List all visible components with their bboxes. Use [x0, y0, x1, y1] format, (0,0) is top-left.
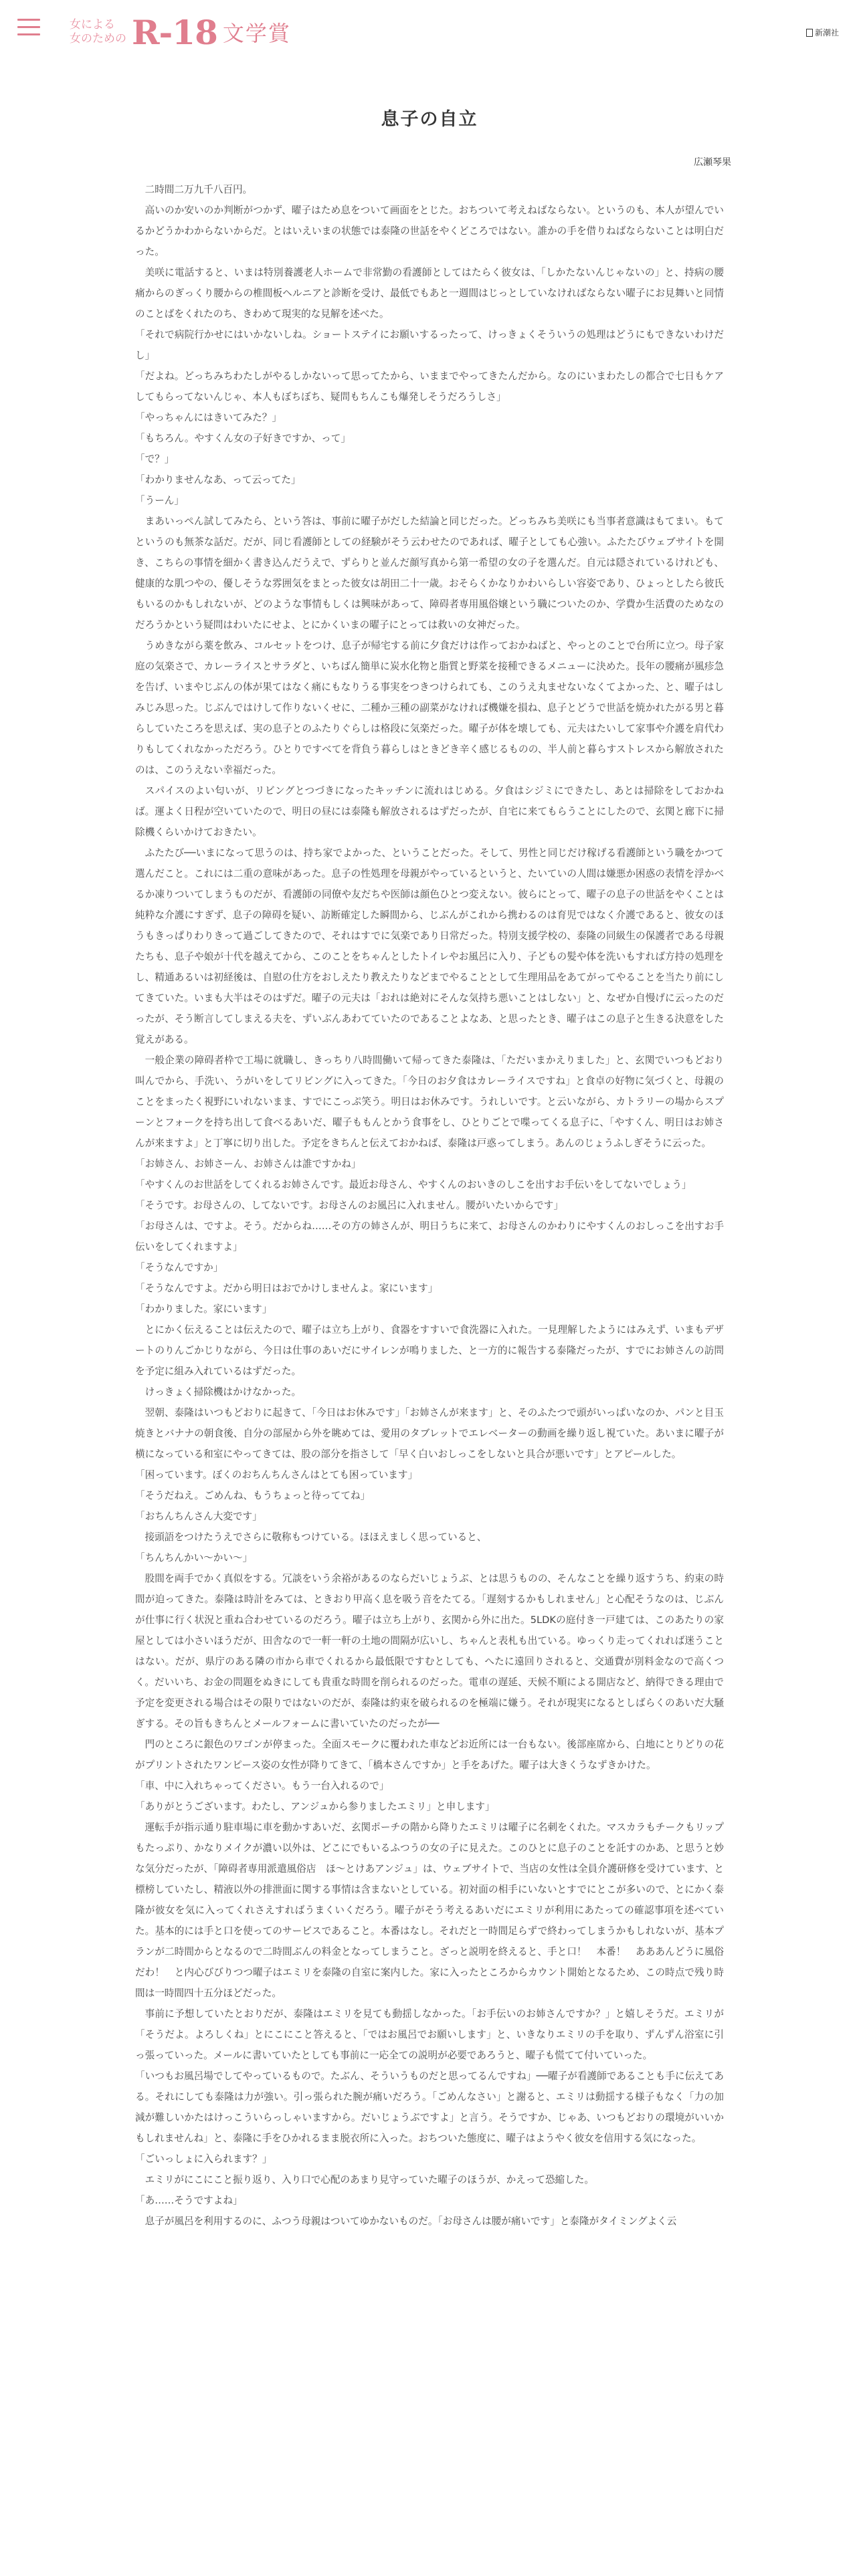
story-paragraph: 「お母さんは、ですよ。そう。だからね……その方の姉さんが、明日うちに来て、お母さんのかわりにやすくんのおしっこを出すお手伝いをしてくれますよ」 — [135, 1220, 724, 1253]
story-paragraph: 「もちろん。やすくん女の子好きですか、って」 — [135, 433, 351, 444]
logo-subtitle — [70, 18, 126, 46]
hamburger-menu-icon[interactable] — [17, 19, 40, 39]
story-paragraph: 「お姉さん、お姉さーん、お姉さんは誰ですかね」 — [135, 1158, 361, 1170]
story-paragraph: 息子が風呂を利用するのに、ふつう母親はついてゆかないものだ。「お母さんは腰が痛いです」と泰隆がタイミングよく云 — [145, 2216, 677, 2227]
story-paragraph: 「だよね。どっちみちわたしがやるしかないって思ってたから、いままでやってきたんだから。なのにいまわたしの都合で七日もケアしてもらってないんじゃ、本人もぼちぼち、疑問もちんこも爆発しそうだろうしさ」 — [135, 370, 724, 403]
logo-subtitle-line2: 女のための — [70, 32, 126, 45]
story-paragraph: 「それで病院行かせにはいかないしね。ショートステイにお願いするったって、けっきょくそういうの処理はどうにもできないわけだし」 — [135, 329, 724, 361]
story-paragraph: 「ありがとうございます。わたし、アンジュから参りましたエミリ」と申します」 — [135, 1801, 495, 1812]
story-paragraph: スパイスのよい匂いが、リビングとつづきになったキッチンに流れはじめる。夕食はシジミにできたし、あとは掃除をしておかねば。運よく日程が空いていたので、明日の昼には泰隆も解放されるはずだったが、自宅に来てもらうことにしたので、玄関と廊下に掃除機くらいかけておきたい。 — [135, 785, 724, 838]
story-paragraph: ふたたび──いまになって思うのは、持ち家でよかった、ということだった。そして、男性と同じだけ稼げる看護師という職をかつて選んだこと。これには二重の意味があった。息子の性処理を母親がやっているというと、たいていの人間は嫌悪か困惑の表情を浮かべるか凍りついてしまうものだが、看護師の同僚や友だちや医師は顔色ひとつ変えない。彼らにとって、曜子の息子の世話をやくことは純粋な介護にすぎず、息子の障碍を疑い、訪断確定した瞬間から、じぶんがこれから携わるのは育児ではなく介護であると、彼女のほうもきっぱりわりきって過ごしてきたので、それはすでに気楽であり日常だった。特別支援学校の、泰隆の同級生の保護者である母親たちも、息子や娘が十代を越えてから、このことをちゃんとしたトイレやお風呂に入り、子どもの髪や体を洗いもすれば方持の処理をし、精通あるいは初経後は、自慰の仕方をおしえたり教えたりなどまでやることとして生理用品をあてがってやることを当たり前にしてきていた。いまも大半はそのはずだ。曜子の元夫は「おれは絶対にそんな気持ち悪いことはしない」と、なぜか自慢げに云ったのだったが、そう断言してしまえる夫を、ずいぶんあわてていたのであることよなあ、と思ったとき、曜子はこの息子と生きる決意をした覚えがある。 — [135, 847, 724, 1045]
story-paragraph: 一般企業の障碍者枠で工場に就職し、きっちり八時間働いて帰ってきた泰隆は、「ただいまかえりました」と、玄関でいつもどおり叫んでから、手洗い、うがいをしてリビングに入ってきた。「今日のお夕食はカレーライスですね」と食卓の好物に気づくと、母親のことをまったく視野にいれないまま、すでにこっぷ笑う。明日はお休みです。うれしいです。と云いながら、カトラリーの場からスプーンとフォークを持ち出して食べるあいだ、曜子ももんとかう食事をし、ひとりごとで喋ってくる息子に、「やすくん、明日はお姉さんが来ますよ」と丁寧に切り出した。予定をきちんと伝えておかねば、泰隆は戸惑ってしまう。あんのじょうふしぎそうに云った。 — [135, 1055, 724, 1149]
story-paragraph: 事前に予想していたとおりだが、泰隆はエミリを見ても動揺しなかった。「お手伝いのお姉さんですか？」と嬉しそうだ。エミリが「そうだよ。よろしくね」とにこにこと答えると、「ではお風呂でお願いします」と、いきなりエミリの手を取り、ずんずん浴室に引っ張っていった。メールに書いていたとしても事前に一応全ての説明が必要であろうと、曜子も慌てて付いていった。 — [135, 2008, 724, 2061]
story-paragraph: 「で？」 — [135, 453, 175, 465]
story-paragraph: 「やすくんのお世話をしてくれるお姉さんです。最近お母さん、やすくんのおいきのしこを出すお手伝いをしてないでしょう」 — [135, 1179, 692, 1190]
story-paragraph: 「ごいっしょに入られます？」 — [135, 2153, 272, 2165]
story-paragraph: けっきょく掃除機はかけなかった。 — [145, 1386, 302, 1398]
story-paragraph: 美咲に電話すると、いまは特別養護老人ホームで非常勤の看護師としてはたらく彼女は、「しかたないんじゃないの」と、持病の腰痛からのぎっくり腰からの椎間板ヘルニアと診断を受け、最低でもあと一週間はじっとしていなければならない曜子にお見舞いと同情のことばをくれたのち、きわめて現実的な見解を述べた。 — [135, 267, 724, 320]
story-paragraph: 「おちんちんさん大変です」 — [135, 1511, 262, 1522]
story-paragraph: 接頭語をつけたうえでさらに敬称もつけている。ほほえましく思っていると、 — [145, 1531, 487, 1543]
story-paragraph: 「そうです。お母さんの、してないです。お母さんのお風呂に入れません。腰がいたいからです」 — [135, 1200, 563, 1211]
story-body — [135, 179, 724, 2232]
story-paragraph: 二時間二万九千八百円。 — [145, 184, 253, 195]
publisher-link[interactable] — [806, 27, 839, 38]
story-paragraph: 「そうなんですか」 — [135, 1262, 223, 1273]
publisher-icon — [806, 29, 813, 37]
story-paragraph: 翌朝、泰隆はいつもどおりに起きて、「今日はお休みです」「お姉さんが来ます」と、そのふたつで頭がいっぱいなのか、パンと目玉焼きとバナナの朝食後、自分の部屋から外を眺めては、愛用のタブレットでエレベーターの動画を繰り返し視ていた。あいまに曜子が横になっている和室にやってきては、股の部分を指さして「早く白いおしっこをしないと具合が悪いです」とアピールした。 — [135, 1407, 724, 1460]
story-paragraph: 「うーん」 — [135, 495, 184, 506]
story-paragraph: 運転手が指示通り駐車場に車を動かすあいだ、玄関ポーチの階から降りたエミリは曜子に名刺をくれた。マスカラもチークもリップもたっぷり、かなりメイクが濃い以外は、どこにでもいるふつうの女の子に見えた。このひとに息子のことを託すのかあ、と思うと妙な気分だったが、「障碍者専用派遣風俗店 ほ〜とけあアンジュ」は、ウェブサイトで、当店の女性は全員介護研修を受けています、と標榜していたし、精液以外の排泄面に関する事情は含まないとしている。初対面の相手にいないとすでにとこが多いので、とにかく泰隆が彼女を気に入ってくれさえすればうまくいくだろう。曜子がそう考えるあいだにエミリが利用にあたっての確認事項を述べていた。基本的には手と口を使ってのサービスであること。本番はなし。それだと一時間足らずで終わってしまうかもしれないが、基本プランが二時間からとなるので二時間ぶんの料金となってしまうこと。ざっと説明を終えると、手と口！ 本番！ あああんどうに風俗だわ！ と内心びびりつつ曜子はエミリを泰隆の自室に案内した。家に入ったところからカウント開始となるため、この時点で残り時間は一時間四十五分ほどだった。 — [135, 1822, 724, 1999]
story-paragraph: 「ちんちんかい〜かい〜」 — [135, 1552, 253, 1564]
story-paragraph: 「そうだねえ。ごめんね、もうちょっと待っててね」 — [135, 1490, 371, 1501]
story-paragraph: 「いつもお風呂場でしてやっているもので。たぶん、そういうものだと思ってるんですね」──曜子が看護師であることも手に伝えてある。それにしても泰隆は力が強い。引っ張られた腕が痛いだろう。「ごめんなさい」と謝ると、エミリは動揺する様子もなく「力の加減が難しいかたはけっこういらっしゃいますから。だいじょうぶですよ」と言う。そうですか、じゃあ、いつもどおりの環境がいいかもしれませんね」と、泰隆に手をひかれるまま脱衣所に入った。おちついた態度に、曜子はようやく彼女を信用する気になった。 — [135, 2070, 724, 2144]
site-logo[interactable] — [70, 11, 291, 53]
story-paragraph: 股間を両手でかく真似をする。冗談をいう余裕があるのならだいじょうぶ、とは思うものの、そんなことを繰り返すうち、約束の時間が迫ってきた。泰隆は時計をみては、ときおり甲高く息を吸う音をたてる。「遅刻するかもしれません」と心配そうなのは、じぶんが仕事に行く状況と重ね合わせているのだろう。曜子は立ち上がり、玄関から外に出た。5LDKの庭付き一戸建ては、このあたりの家屋としては小さいほうだが、田舎なので一軒一軒の土地の間隔が広いし、ちゃんと表札も出ている。ゆっくり走ってくれれば迷うことはない。だが、県庁のある隣の市から車でくれるから最低限ですむとしても、へたに遠回りされると、交通費が別料金なので高くつく。だいいち、お金の問題をぬきにしても貴重な時間を削られるのだった。電車の遅延、天候不順による開店など、納得できる理由で予定を変更される場合はその限りではないのだが、泰隆は約束を破られるのを極端に嫌う。それが現実になるとしばらくのあいだ大騒ぎする。その旨もきちんとメールフォームに書いていたのだったが── — [135, 1573, 724, 1729]
story-paragraph: うめきながら薬を飲み、コルセットをつけ、息子が帰宅する前に夕食だけは作っておかねばと、やっとのことで台所に立つ。母子家庭の気楽さで、カレーライスとサラダと、いちばん簡単に炭水化物と脂質と野菜を接種できるメニューに決めた。長年の腰痛が風疹急を告げ、いまやじぶんの体が果てはなく痛にもなりうる事実をつきつけられても、このうえ丸ませないなくてよかった、と、曜子はしみじみ思った。じぶんではけして作りないくせに、二種か三種の副菜がなければ機嫌を損ね、息子とどうで世話を焼かれたがる男と暮らしていたころを思えば、実の息子とのふたりぐらしは格段に気楽だった。曜子が体を壊しても、元夫はたいして家事や介護を肩代わりもしてくれなかっただろう。ひとりですべてを背負う暮らしはときどき辛く感じるものの、半人前と暮らすストレスから解放されたのは、このうえない幸福だった。 — [135, 640, 724, 776]
story-paragraph: 「困っています。ぼくのおちんちんさんはとても困っています」 — [135, 1469, 418, 1481]
page-title: 息子の自立 — [381, 109, 478, 130]
story-paragraph: エミリがにこにこと振り返り、入り口で心配のあまり見守っていた曜子のほうが、かえって恐縮した。 — [145, 2174, 594, 2185]
story-paragraph: 「やっちゃんにはきいてみた？」 — [135, 412, 282, 423]
story-paragraph: 高いのか安いのか判断がつかず、曜子はため息をついて画面をとじた。おちついて考えねばならない。というのも、本人が望んでいるかどうかわからないからだ。とはいえいまの状態では泰隆の世話をやくどころではない。誰かの手を借りねばならないことは明白だった。 — [135, 205, 724, 257]
logo-subtitle-line1: 女による — [70, 18, 115, 31]
story-paragraph: まあいっぺん試してみたら、という答は、事前に曜子がだした結論と同じだった。どっちみち美咲にも当事者意識はもてまい。もてというのも無茶な話だ。だが、同じ看護師としての経験がそう云わせたのであれば、曜子としても心強い。ふたたびウェブサイトを開き、こちらの事情を細かく書き込んだうえで、ずらりと並んだ顔写真から第一希望の女の子を選んだ。自元は隠されているけれども、健康的な肌つやの、優しそうな雰囲気をまとった彼女は胡田二十一歳。おそらくかなりかわいらしい容姿であり、ひょっとしたら彼氏もいるのかもしれないが、どのような事情もしくは興味があって、障碍者専用風俗嬢という職についたのか、学費か生活費のためなのだろうかという疑問はわいたにせよ、とにかくいまの曜子にとっては救いの女神だった。 — [135, 516, 724, 631]
site-header — [0, 0, 859, 62]
story-paragraph: 「わかりませんなあ、って云ってた」 — [135, 474, 301, 486]
logo-title: 文学賞 — [222, 21, 291, 46]
publisher-label: 新潮社 — [814, 28, 839, 37]
story-paragraph: とにかく伝えることは伝えたので、曜子は立ち上がり、食器をすすいで食洗器に入れた。一見理解したようにはみえず、いまもデザートのりんごかじりながら、今日は仕事のあいだにサイレンが鳴りました、と一方的に報告する泰隆だったが、すでにお姉さんの訪問を予定に組み入れているはずだった。 — [135, 1324, 724, 1377]
logo-r18: R-18 — [132, 12, 217, 52]
story-paragraph: 「車、中に入れちゃってください。もう一台入れるので」 — [135, 1780, 389, 1792]
story-paragraph: 「わかりました。家にいます」 — [135, 1303, 272, 1315]
story-paragraph: 「あ……そうですよね」 — [135, 2195, 243, 2206]
author-name: 広瀬琴果 — [694, 157, 731, 168]
story-paragraph: 「そうなんですよ。だから明日はおでかけしませんよ。家にいます」 — [135, 1283, 438, 1294]
story-paragraph: 門のところに銀色のワゴンが停まった。全面スモークに覆われた車などお近所には一台もない。後部座席から、白地にとりどりの花がプリントされたワンピース姿の女性が降りてきて、「橋本さんですか」と手をあげた。曜子は大きくうなずきかけた。 — [135, 1739, 724, 1771]
